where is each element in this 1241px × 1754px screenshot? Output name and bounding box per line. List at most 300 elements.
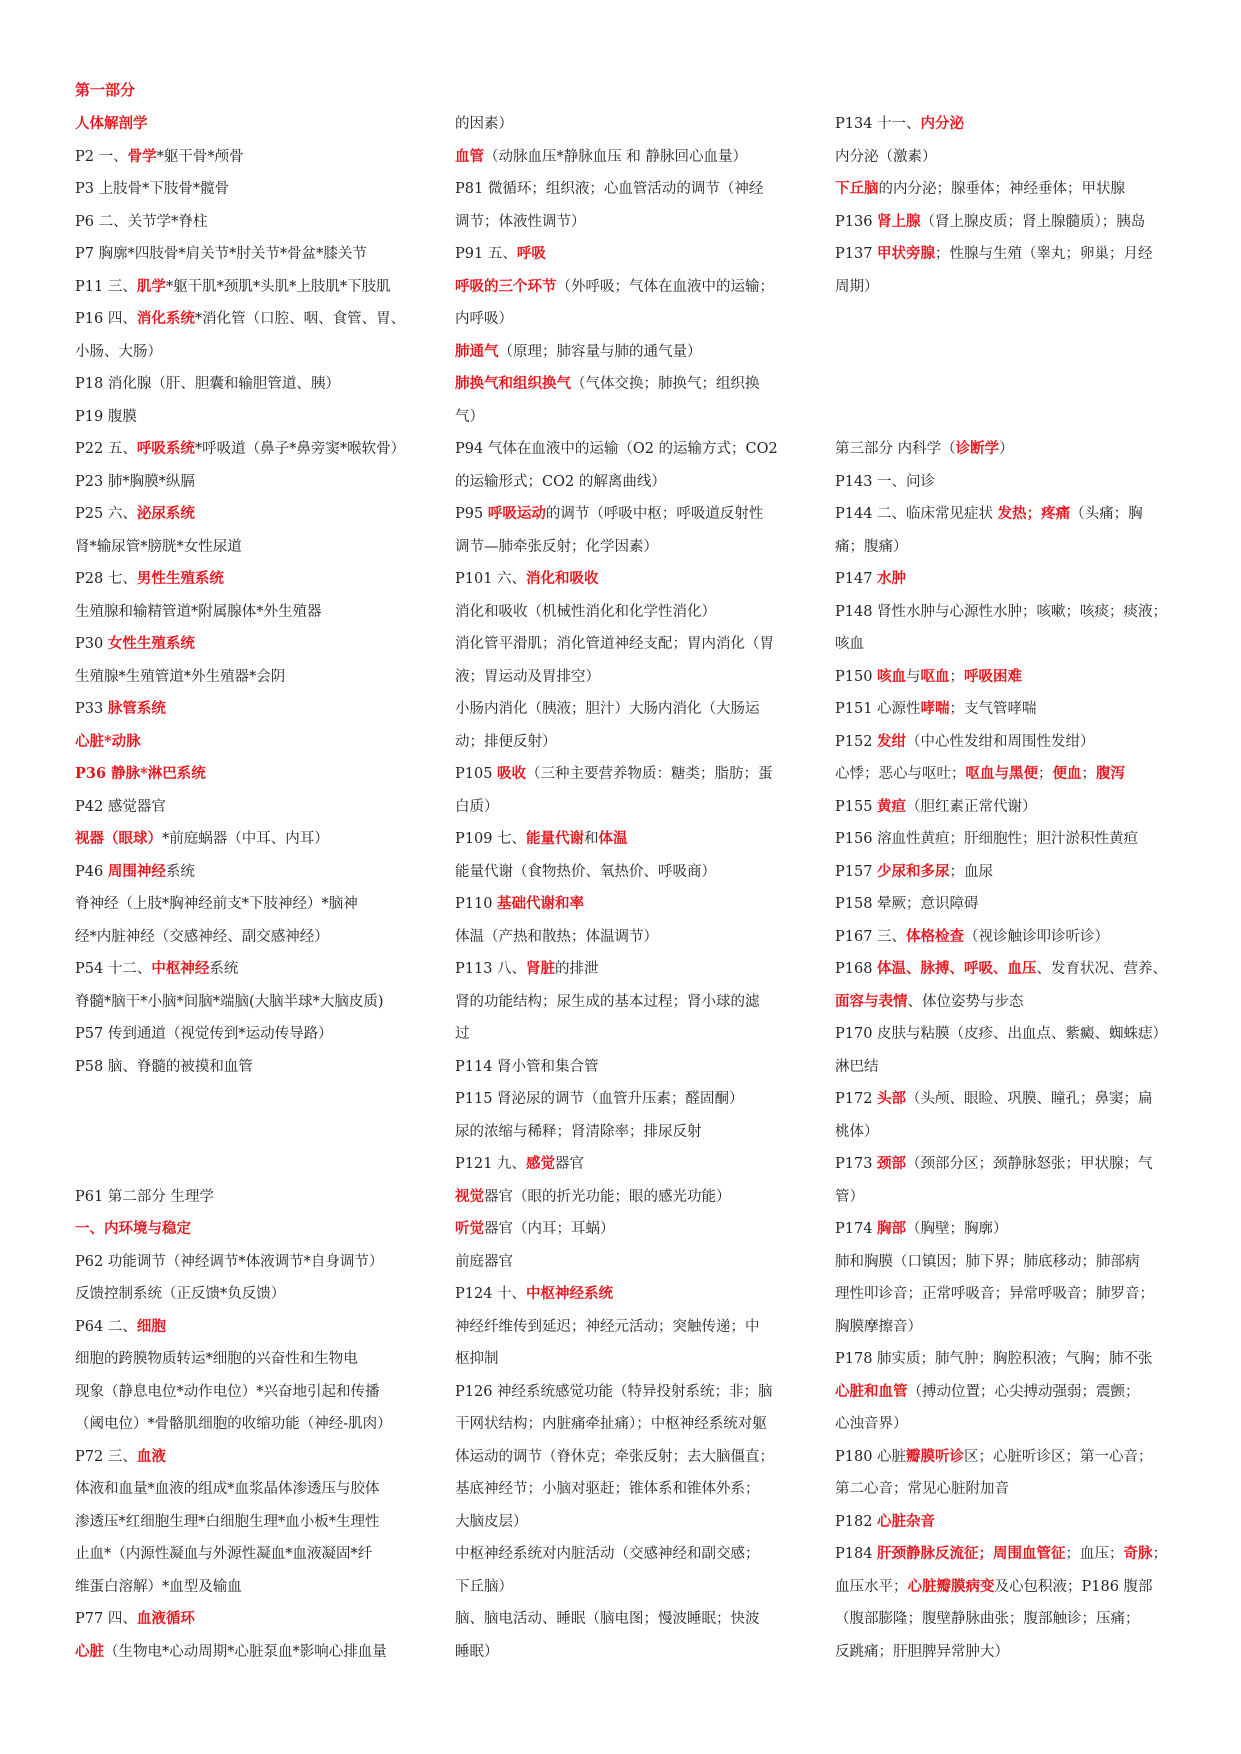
text-line — [835, 498, 1180, 531]
line-text: 体运动的调节（脊休克；牵张反射；去大脑僵直； — [455, 1448, 774, 1465]
text-line — [835, 1538, 1180, 1571]
line-text: P62 功能调节（神经调节*体液调节*自身调节） — [75, 1253, 384, 1270]
text-line — [75, 1441, 420, 1474]
column-3 — [835, 108, 1180, 1668]
highlight-term: 肺通气 — [455, 342, 499, 360]
line-text: 器官 — [555, 1156, 585, 1172]
highlight-term: 视觉 — [455, 1187, 484, 1205]
line-text: （动脉血压*静脉血压 和 静脉回心血量） — [484, 148, 747, 165]
highlight-term: 咳血 — [877, 667, 907, 685]
highlight-term: 听觉 — [455, 1220, 484, 1237]
line-text: P172 — [835, 1091, 878, 1107]
line-text: 及心包积液；P186 腹部 — [994, 1578, 1153, 1595]
text-line — [455, 856, 800, 889]
highlight-term: 泌尿系统 — [136, 505, 195, 522]
line-text: 体温（产热和散热；体温调节） — [455, 928, 658, 945]
line-text: 的排泄 — [555, 961, 599, 977]
text-line — [75, 726, 420, 759]
highlight-term: 呼吸的三个环节 — [455, 277, 557, 295]
line-text: 小肠、大肠） — [75, 343, 162, 360]
line-text: P91 五、 — [455, 246, 517, 262]
line-text: P121 九、 — [455, 1156, 527, 1172]
text-line — [835, 726, 1180, 759]
line-text: P136 — [835, 213, 878, 230]
text-line — [835, 1181, 1180, 1214]
line-text: *消化管（口腔、咽、食管、胃、 — [194, 311, 406, 327]
highlight-term: 吸收 — [497, 765, 527, 782]
line-text: 枢抑制 — [455, 1351, 499, 1367]
text-line — [835, 791, 1180, 824]
line-text: （原理；肺容量与肺的通气量） — [498, 343, 702, 360]
text-line — [455, 368, 800, 401]
text-line — [835, 466, 1180, 499]
line-text: P3 上肢骨*下肢骨*髋骨 — [75, 181, 230, 197]
highlight-term: 心脏杂音 — [877, 1512, 936, 1530]
text-line — [75, 628, 420, 661]
line-text: 系统 — [209, 961, 239, 977]
line-text: 第三部分 内科学（ — [835, 441, 956, 457]
line-text: P158 晕厥；意识障碍 — [835, 896, 979, 912]
line-text: （三种主要营养物质：糖类；脂肪；蛋 — [526, 766, 773, 782]
highlight-term: 头部 — [877, 1090, 907, 1107]
highlight-term: 人体解剖学 — [75, 115, 148, 132]
highlight-term: 便血 — [1052, 765, 1082, 782]
text-line — [455, 628, 800, 661]
highlight-term: 脉管系统 — [107, 700, 166, 717]
text-line — [75, 921, 420, 954]
highlight-term: 周围神经 — [107, 862, 166, 880]
line-text: P124 十、 — [455, 1286, 527, 1302]
line-text: 心浊音界） — [835, 1416, 908, 1432]
text-line — [455, 921, 800, 954]
highlight-term: 呼吸运动 — [487, 505, 546, 522]
line-text: 脊神经（上肢*胸神经前支*下肢神经）*脑神 — [75, 896, 358, 912]
line-text: P58 脑、脊髓的被摸和血管 — [75, 1058, 253, 1075]
text-line — [455, 141, 800, 174]
text-line — [75, 1636, 420, 1669]
line-text: 止血*（内源性凝血与外源性凝血*血液凝固*纤 — [75, 1546, 373, 1562]
line-text: （气体交换；肺换气；组织换 — [571, 376, 760, 392]
text-line — [75, 1506, 420, 1539]
highlight-term: 少尿和多尿 — [877, 862, 950, 880]
text-line — [455, 498, 800, 531]
line-text: P11 三、 — [75, 278, 137, 295]
line-text: P156 溶血性黄疸；肝细胞性；胆汁淤积性黄疸 — [835, 831, 1139, 847]
line-text: 维蛋白溶解）*血型及输血 — [75, 1578, 242, 1595]
line-text: 的内分泌；腺垂体；神经垂体；甲状腺 — [878, 181, 1125, 197]
line-text: P7 胸廓*四肢骨*肩关节*肘关节*骨盆*膝关节 — [75, 246, 367, 262]
text-line — [835, 856, 1180, 889]
text-line — [835, 433, 1180, 466]
text-line — [455, 1278, 800, 1311]
text-line — [75, 141, 420, 174]
text-line — [75, 1571, 420, 1604]
line-text: P184 — [835, 1546, 878, 1562]
text-line — [75, 466, 420, 499]
line-text: 液；胃运动及胃排空） — [455, 668, 600, 685]
line-text: P182 — [835, 1513, 878, 1530]
text-line — [75, 986, 420, 1019]
text-line — [455, 173, 800, 206]
highlight-term: 肺换气和组织换气 — [455, 375, 571, 392]
line-text: 内呼吸） — [455, 311, 513, 327]
text-line — [455, 303, 800, 336]
line-text: P6 二、关节学*脊柱 — [75, 213, 208, 230]
text-line — [455, 1636, 800, 1669]
line-text: 理性叩诊音；正常呼吸音；异常呼吸音；肺罗音； — [835, 1286, 1154, 1302]
line-text: 器官（眼的折光功能；眼的感光功能） — [484, 1188, 731, 1205]
text-line — [835, 238, 1180, 271]
text-line — [75, 1181, 420, 1214]
line-text: （胸壁；胸廓） — [906, 1221, 1008, 1237]
line-text: P144 二、临床常见症状 — [835, 506, 998, 522]
line-text: 下丘脑） — [455, 1578, 513, 1595]
line-text: （胆红素正常代谢） — [906, 798, 1037, 815]
text-line — [75, 1538, 420, 1571]
highlight-term: 呕血与黑便 — [965, 765, 1038, 782]
text-line — [835, 1506, 1180, 1539]
highlight-term: 内分泌 — [920, 115, 965, 132]
line-text: P28 七、 — [75, 571, 137, 587]
line-text: *躯干肌*颈肌*头肌*上肢肌*下肢肌 — [165, 278, 391, 295]
highlight-term: 胸部 — [877, 1220, 907, 1237]
line-text: 神经纤维传到延迟；神经元活动；突触传递；中 — [455, 1318, 760, 1335]
line-text: 与 — [906, 668, 921, 685]
line-text: P33 — [75, 701, 108, 717]
line-text: P54 十二、 — [75, 961, 152, 977]
text-line — [75, 791, 420, 824]
text-line — [835, 1116, 1180, 1149]
line-text: 的运输形式；CO2 的解离曲线） — [455, 473, 666, 490]
highlight-term: 血液循环 — [136, 1610, 195, 1627]
highlight-term: 体温 — [598, 830, 628, 847]
highlight-term: 一、内环境与稳定 — [75, 1220, 191, 1237]
text-line — [455, 1473, 800, 1506]
text-line — [455, 531, 800, 564]
line-text: 生殖腺和输精管道*附属腺体*外生殖器 — [75, 603, 322, 620]
line-text: 气） — [455, 408, 484, 425]
highlight-term: 面容与表情 — [835, 992, 908, 1010]
line-text: （阈电位）*骨骼肌细胞的收缩功能（神经-肌肉） — [75, 1416, 392, 1432]
line-text: 、体位姿势与步态 — [907, 993, 1024, 1010]
line-text: 能量代谢（食物热价、氧热价、呼吸商） — [455, 863, 716, 880]
highlight-term: 心脏 — [75, 1642, 104, 1660]
text-line — [455, 1246, 800, 1279]
line-text: P23 肺*胸膜*纵膈 — [75, 473, 195, 490]
line-text: P174 — [835, 1221, 878, 1237]
line-text: （中心性发绀和周围性发绀） — [906, 733, 1095, 750]
line-text: *躯干骨*颅骨 — [156, 148, 244, 165]
text-line — [835, 1278, 1180, 1311]
text-line — [75, 303, 420, 336]
text-line — [835, 1213, 1180, 1246]
line-text: （外呼吸；气体在血液中的运输； — [556, 278, 774, 295]
highlight-term: 呼吸系统 — [136, 440, 195, 457]
line-text: 经*内脏神经（交感神经、副交感神经） — [75, 928, 329, 945]
text-line — [455, 726, 800, 759]
text-line — [835, 823, 1180, 856]
line-text: P126 神经系统感觉功能（特异投射系统；非；脑 — [455, 1383, 773, 1400]
text-line — [455, 206, 800, 239]
highlight-term: 能量代谢 — [526, 830, 585, 847]
line-text: 和 — [584, 831, 599, 847]
highlight-term: 肌学 — [136, 277, 166, 295]
text-line — [75, 336, 420, 369]
highlight-term: 哮喘 — [920, 700, 950, 717]
highlight-term: 发热；疼痛 — [997, 505, 1071, 522]
line-text: P168 — [835, 961, 878, 977]
text-line — [835, 1051, 1180, 1084]
line-text: P57 传到通道（视觉传到*运动传导路） — [75, 1026, 333, 1042]
line-text: 睡眠） — [455, 1643, 499, 1660]
line-text: 肾的功能结构；尿生成的基本过程；肾小球的滤 — [455, 993, 760, 1010]
text-line — [455, 758, 800, 791]
text-line — [455, 1018, 800, 1051]
line-text: P137 — [835, 246, 878, 262]
column-2 — [455, 108, 800, 1668]
line-text: P95 — [455, 506, 488, 522]
text-line — [455, 1343, 800, 1376]
text-line — [75, 238, 420, 271]
text-line — [835, 693, 1180, 726]
line-text: P109 七、 — [455, 831, 527, 847]
text-line — [75, 433, 420, 466]
line-text: 肾*输尿管*膀胱*女性尿道 — [75, 538, 242, 555]
text-line — [75, 758, 420, 791]
line-text: 干网状结构；内脏痛牵扯痛）；中枢神经系统对躯 — [455, 1416, 767, 1432]
line-text: P113 八、 — [455, 961, 527, 977]
highlight-term: 肾上腺 — [877, 212, 921, 230]
line-text: P151 心源性 — [835, 701, 921, 717]
text-line — [75, 271, 420, 304]
text-line — [455, 401, 800, 434]
line-text: 脊髓*脑干*小脑*间脑*端脑(大脑半球*大脑皮质) — [75, 993, 384, 1010]
text-line — [835, 1148, 1180, 1181]
text-line — [835, 1083, 1180, 1116]
highlight-term: 肾脏 — [526, 960, 556, 977]
highlight-term: 血管 — [455, 147, 484, 165]
line-text: 器官（内耳；耳蜗） — [484, 1221, 615, 1237]
text-line — [455, 791, 800, 824]
text-line — [455, 1148, 800, 1181]
line-text: ； — [1081, 766, 1096, 782]
line-text: *前庭蜗器（中耳、内耳） — [162, 831, 329, 847]
column-1 — [75, 108, 420, 1668]
highlight-term: 骨学 — [127, 147, 157, 165]
line-text: 周期） — [835, 278, 879, 295]
highlight-term: 血液 — [136, 1447, 166, 1465]
line-text: P105 — [455, 766, 498, 782]
line-text: P81 微循环；组织液；心血管活动的调节（神经 — [455, 181, 764, 197]
text-line — [835, 921, 1180, 954]
line-text: （搏动位置；心尖搏动强弱；震颤； — [907, 1383, 1140, 1400]
text-line — [835, 271, 1180, 304]
text-line — [835, 206, 1180, 239]
line-text: 反跳痛；肝胆脾异常肿大） — [835, 1643, 1009, 1660]
line-text: 的因素） — [455, 116, 513, 132]
text-line — [75, 1376, 420, 1409]
line-text: P46 — [75, 863, 108, 880]
line-text: 细胞的跨膜物质转运*细胞的兴奋性和生物电 — [75, 1351, 358, 1367]
line-text: ； — [1038, 766, 1053, 782]
line-text: 脑、脑电活动、睡眠（脑电图；慢波睡眠；快波 — [455, 1611, 760, 1627]
highlight-term: 心脏和血管 — [835, 1382, 908, 1400]
highlight-term: 中枢神经 — [151, 960, 210, 977]
highlight-term: 消化和吸收 — [526, 570, 599, 587]
line-text: P64 二、 — [75, 1318, 137, 1335]
line-text: P16 四、 — [75, 311, 137, 327]
text-line — [455, 888, 800, 921]
text-line — [75, 173, 420, 206]
line-text: ；血尿 — [949, 863, 994, 880]
text-line — [75, 401, 420, 434]
line-text: 桃体） — [835, 1123, 879, 1140]
text-line — [835, 1636, 1180, 1669]
text-line — [835, 1408, 1180, 1441]
text-line — [455, 1116, 800, 1149]
text-line — [835, 1571, 1180, 1604]
line-text: （生物电*心动周期*心脏泵血*影响心排血量 — [104, 1643, 387, 1660]
line-text: 第二心音；常见心脏附加音 — [835, 1481, 1009, 1497]
highlight-term: 颈部 — [877, 1155, 907, 1172]
text-line — [835, 986, 1180, 1019]
line-text: P167 三、 — [835, 928, 907, 945]
text-line — [835, 1441, 1180, 1474]
text-line — [75, 856, 420, 889]
line-text: P42 感觉器官 — [75, 798, 166, 815]
line-text: （腹部膨隆；腹壁静脉曲张；腹部触诊；压痛； — [835, 1611, 1140, 1627]
text-line — [75, 1311, 420, 1344]
highlight-term: 中枢神经系统 — [526, 1285, 614, 1302]
line-text: 淋巴结 — [835, 1058, 879, 1075]
line-text: 血压水平； — [835, 1578, 908, 1595]
text-line — [455, 953, 800, 986]
highlight-term: 下丘脑 — [835, 180, 879, 197]
text-line — [75, 1473, 420, 1506]
line-text: 心悸；恶心与呕吐； — [835, 766, 966, 782]
line-text: P77 四、 — [75, 1611, 137, 1627]
line-text: 肺和胸膜（口镇因；肺下界；肺底移动；肺部病 — [835, 1253, 1140, 1270]
line-text: P178 肺实质；肺气肿；胸腔积液；气胸；肺不张 — [835, 1351, 1153, 1367]
page-title: 第一部分 — [75, 81, 136, 99]
line-text: P150 — [835, 668, 878, 685]
text-line — [835, 1473, 1180, 1506]
line-text: P143 一、问诊 — [835, 473, 936, 490]
text-line — [455, 986, 800, 1019]
text-line — [835, 1018, 1180, 1051]
spacer — [835, 303, 1180, 433]
text-line — [75, 1408, 420, 1441]
line-text: P25 六、 — [75, 506, 137, 522]
line-text: 体液和血量*血液的组成*血浆晶体渗透压与胶体 — [75, 1481, 380, 1497]
line-text: （肾上腺皮质；肾上腺髓质）；胰岛 — [920, 213, 1146, 230]
text-line — [835, 141, 1180, 174]
text-line — [835, 1311, 1180, 1344]
highlight-term: 感觉 — [526, 1155, 556, 1172]
line-text: P61 第二部分 生理学 — [75, 1188, 214, 1205]
text-line — [75, 661, 420, 694]
text-line — [75, 206, 420, 239]
spacer — [75, 1083, 420, 1181]
highlight-term: 呼吸困难 — [964, 667, 1023, 685]
line-text: ；性腺与生殖（睾丸；卵巢；月经 — [935, 246, 1153, 262]
line-text: P72 三、 — [75, 1448, 137, 1465]
line-text: P114 肾小管和集合管 — [455, 1058, 599, 1075]
text-line — [835, 888, 1180, 921]
line-text: 调节—肺牵张反射；化学因素） — [455, 538, 658, 555]
text-line — [835, 531, 1180, 564]
text-line — [75, 693, 420, 726]
line-text: P152 — [835, 733, 878, 750]
line-text: P22 五、 — [75, 441, 137, 457]
highlight-term: 细胞 — [136, 1317, 166, 1335]
text-line — [75, 888, 420, 921]
highlight-term: 呕血 — [920, 667, 950, 685]
line-text: P19 腹膜 — [75, 408, 137, 425]
highlight-term: 消化系统 — [136, 310, 195, 327]
line-text: P18 消化腺（肝、胆囊和输胆管道、胰） — [75, 376, 340, 392]
highlight-term: 黄疸 — [877, 797, 907, 815]
text-line — [75, 1343, 420, 1376]
line-text: 动；排便反射） — [455, 733, 557, 750]
line-text: 区；心脏听诊区；第一心音； — [964, 1448, 1153, 1465]
text-line — [455, 1538, 800, 1571]
text-line — [455, 1311, 800, 1344]
line-text: ；支气管哮喘 — [949, 701, 1037, 717]
line-text: P155 — [835, 798, 878, 815]
highlight-term: 体温、脉搏、呼吸、血压 — [877, 960, 1037, 977]
text-line — [455, 1051, 800, 1084]
highlight-term: 女性生殖系统 — [107, 635, 195, 652]
line-text: ； — [949, 668, 965, 685]
text-line — [455, 336, 800, 369]
text-line — [455, 271, 800, 304]
line-text: 管） — [835, 1188, 864, 1205]
text-line — [75, 823, 420, 856]
line-text: 痛；腹痛） — [835, 538, 908, 555]
text-line — [75, 1051, 420, 1084]
text-line — [75, 1213, 420, 1246]
line-text: 胸膜摩擦音） — [835, 1318, 922, 1335]
text-line — [455, 823, 800, 856]
line-text: 尿的浓缩与稀释；肾清除率；排尿反射 — [455, 1123, 702, 1140]
line-text: 渗透压*红细胞生理*白细胞生理*血小板*生理性 — [75, 1513, 380, 1530]
text-line — [455, 433, 800, 466]
line-text: 前庭器官 — [455, 1253, 513, 1270]
highlight-term: 呼吸 — [516, 245, 546, 262]
line-text: P110 — [455, 896, 498, 912]
text-line — [835, 1343, 1180, 1376]
text-line — [455, 238, 800, 271]
highlight-term: 甲状旁腺 — [877, 245, 936, 262]
text-line — [835, 1246, 1180, 1279]
text-line — [455, 563, 800, 596]
text-line — [835, 596, 1180, 629]
text-line — [75, 498, 420, 531]
line-text: （头痛；胸 — [1070, 506, 1143, 522]
highlight-term: 诊断学 — [955, 440, 1000, 457]
text-line — [455, 1408, 800, 1441]
highlight-term: 发绀 — [877, 732, 907, 750]
text-line — [75, 108, 420, 141]
text-line — [835, 758, 1180, 791]
text-line — [455, 661, 800, 694]
line-text: 咳血 — [835, 636, 864, 652]
line-text: P115 肾泌尿的调节（血管升压素；醛固酮） — [455, 1091, 744, 1107]
text-line — [835, 953, 1180, 986]
line-text: （视诊触诊叩诊听诊） — [964, 928, 1110, 945]
line-text: P134 十一、 — [835, 116, 921, 132]
